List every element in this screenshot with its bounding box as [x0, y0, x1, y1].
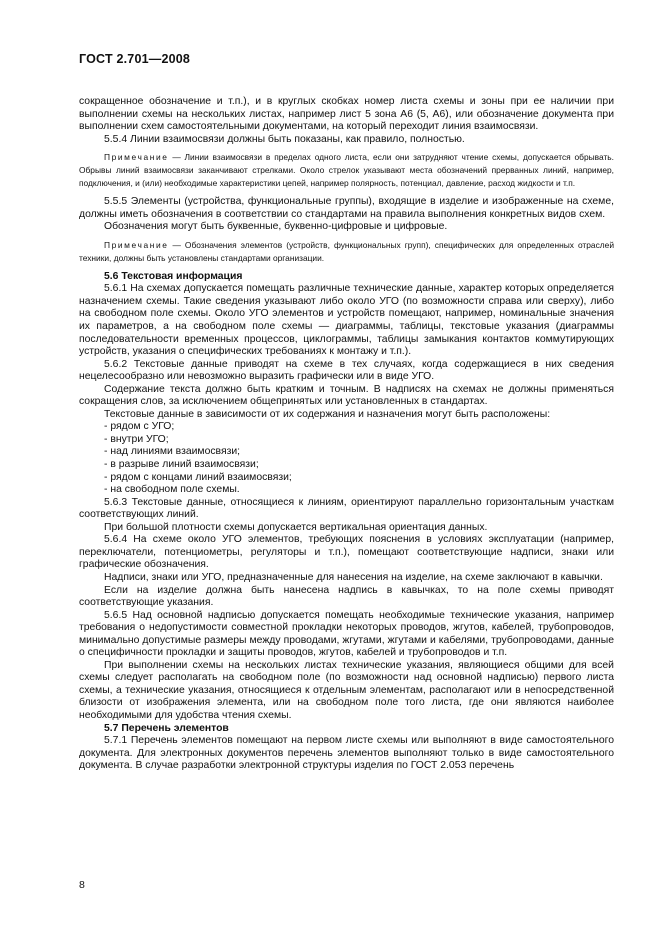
- note-text: — Обозначения элементов (устройств, функциональных групп), специфических для определенных отраслей техники, должны быть установлены стандартами организации.: [79, 239, 614, 263]
- paragraph-continuation: сокращенное обозначение и т.п.), и в круглых скобках номер листа схемы и зоны при ее наличии при выполнении схемы на нескольких листах, например лист 5 зона А6 (5, А6), или обозначение документа при выполнении схем самостоятельными документами, на который переходит линия взаимосвязи.: [79, 96, 614, 133]
- note-1: [79, 151, 614, 190]
- list-item: - внутри УГО;: [104, 433, 169, 445]
- paragraph-multi-sheet: При выполнении схемы на нескольких листах технические указания, являющиеся общими для всей схемы следует располагать на свободном поле (по возможности над основной надписью) первого листа схемы, а технические указания, относящиеся к отдельным элементам, располагают или в непосредственной близости от изображения элемента, или на свободном поле того листа, где они являются наиболее необходимыми для удобства чтения схемы.: [79, 659, 614, 721]
- list-item: - рядом с УГО;: [104, 421, 175, 433]
- paragraph-designations: Обозначения могут быть буквенные, буквенно-цифровые и цифровые.: [104, 221, 448, 233]
- paragraph-placement: Текстовые данные в зависимости от их содержания и назначения могут быть расположены:: [104, 408, 551, 420]
- note-label: Примечание: [104, 152, 169, 163]
- section-heading-5-6: 5.6 Текстовая информация: [104, 270, 243, 282]
- paragraph-5-6-1: 5.6.1 На схемах допускается помещать различные технические данные, характер которых определяется назначением схемы. Такие сведения указывают либо около УГО (по возможности справа или сверху), либо на свободном поле схемы. Около УГО элементов и устройств помещают, например, номинальные значения их параметров, а на свободном поле схемы — диаграммы, таблицы, текстовые указания (диаграммы последовательности временных процессов, циклограммы, таблицы замыкания контактов коммутирующих устройств, указания о специфических требованиях к монтажу и т.п.).: [79, 283, 614, 358]
- paragraph-5-6-5: 5.6.5 Над основной надписью допускается помещать необходимые технические указания, например требования о недопустимости совместной прокладки некоторых проводов, жгутов, кабелей, трубопроводов, минимально допустимые размеры между проводами, жгутами, жгутами и кабелями, трубопроводами, данные о специфичности прокладки и защиты проводов, жгутов, кабелей и трубопроводов и т.п.: [79, 609, 614, 659]
- paragraph-5-7-1: 5.7.1 Перечень элементов помещают на первом листе схемы или выполняют в виде самостоятельного документа. Для электронных документов перечень элементов выполняют только в виде самостоятельного документа. В случае разработки электронной структуры изделия по ГОСТ 2.053 перечень: [79, 735, 614, 772]
- note-2: [79, 239, 614, 265]
- paragraph-vertical: При большой плотности схемы допускается вертикальная ориентация данных.: [104, 521, 488, 533]
- paragraph-5-5-5: 5.5.5 Элементы (устройства, функциональные группы), входящие в изделие и изображенные на схеме, должны иметь обозначения в соответствии со стандартами на правила выполнения конкретных видов схем.: [79, 196, 614, 220]
- list-item: - в разрыве линий взаимосвязи;: [104, 459, 259, 471]
- list-item: - над линиями взаимосвязи;: [104, 446, 241, 458]
- paragraph-5-6-4: 5.6.4 На схеме около УГО элементов, требующих пояснения в условиях эксплуатации (например, переключатели, потенциометры, регуляторы и т.п.), помещают соответствующие надписи, знаки или графические обозначения.: [79, 534, 614, 571]
- page-body: [79, 96, 614, 773]
- section-heading-5-7: 5.7 Перечень элементов: [104, 722, 229, 734]
- paragraph-5-5-4: 5.5.4 Линии взаимосвязи должны быть показаны, как правило, полностью.: [104, 133, 465, 145]
- paragraph-5-6-2: 5.6.2 Текстовые данные приводят на схеме в тех случаях, когда содержащиеся в них сведения нецелесообразно или невозможно выразить графически или в виде УГО.: [79, 358, 614, 383]
- note-label: Примечание: [104, 239, 169, 250]
- page-number: 8: [79, 879, 85, 891]
- paragraph-text-content: Содержание текста должно быть кратким и точным. В надписях на схемах не должны применяться сокращения слов, за исключением общепринятых или установленных в стандартах.: [79, 383, 614, 408]
- paragraph-inscriptions: Надписи, знаки или УГО, предназначенные для нанесения на изделие, на схеме заключают в кавычки.: [104, 571, 603, 583]
- note-text: — Линии взаимосвязи в пределах одного листа, если они затрудняют чтение схемы, допускается обрывать. Обрывы линий взаимосвязи заканчивают стрелками. Около стрелок указывают места обозначений прерванных линий, например, подключения, и (или) необходимые характеристики цепей, например полярность, потенциал, давление, расход жидкости и т.п.: [79, 152, 614, 189]
- list-item: - рядом с концами линий взаимосвязи;: [104, 471, 292, 483]
- paragraph-5-6-3: 5.6.3 Текстовые данные, относящиеся к линиям, ориентируют параллельно горизонтальным участкам соответствующих линий.: [79, 496, 614, 521]
- paragraph-quotes: Если на изделие должна быть нанесена надпись в кавычках, то на поле схемы приводят соответствующие указания.: [79, 584, 614, 609]
- document-header: ГОСТ 2.701—2008: [79, 52, 191, 66]
- list-item: - на свободном поле схемы.: [104, 484, 240, 496]
